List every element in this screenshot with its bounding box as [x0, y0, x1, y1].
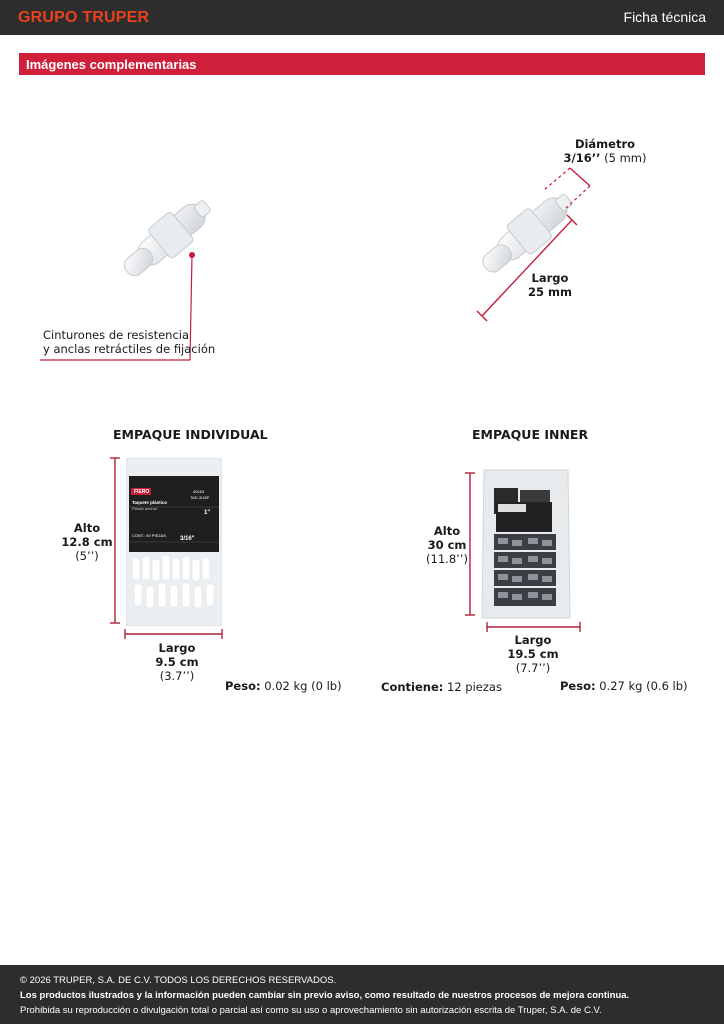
inner-contains-label: Contiene:	[381, 680, 444, 694]
footer	[0, 965, 724, 1024]
bag-name-en: Plastic anchor	[132, 506, 158, 511]
inner-package-image	[480, 468, 572, 620]
bag-name-es: Taquete plástico	[132, 500, 168, 505]
top-bar	[0, 0, 724, 35]
inner-height-in: (11.8’’)	[426, 552, 468, 566]
individual-height-in: (5’’)	[75, 549, 99, 563]
individual-height-label: Alto	[73, 521, 101, 535]
individual-length	[142, 641, 212, 683]
inner-contains	[381, 680, 502, 694]
individual-height	[52, 521, 122, 563]
inner-length	[498, 633, 568, 675]
diameter-label: Diámetro	[574, 137, 636, 151]
length-callout	[520, 271, 580, 299]
inner-length-value: 19.5 cm	[507, 647, 559, 661]
footer-notice: Los productos ilustrados y la información pueden cambiar sin previo aviso, como resultado de nuestros procesos de mejora continua.	[20, 990, 630, 1001]
bag-fraction: 3/16"	[180, 536, 195, 542]
section-header	[19, 53, 705, 75]
inner-height	[412, 524, 482, 566]
individual-length-value: 9.5 cm	[155, 655, 199, 669]
diameter-callout	[560, 137, 650, 165]
feature-line-2: y anclas retráctiles de fijación	[43, 342, 216, 356]
footer-legal: Prohibida su reproducción o divulgación total o parcial así como su uso o aprovechamiento sin autorización escrita de Truper, S.A. de C.V.	[20, 1005, 602, 1016]
individual-height-value: 12.8 cm	[61, 535, 113, 549]
bag-size: 1"	[204, 510, 211, 516]
inner-title: EMPAQUE INNER	[472, 427, 589, 442]
truper-logo: GRUPO TRUPER	[18, 9, 150, 26]
individual-title: EMPAQUE INDIVIDUAL	[113, 427, 268, 442]
individual-weight	[225, 679, 342, 693]
individual-length-in: (3.7’’)	[159, 669, 195, 683]
inner-contains-value: 12 piezas	[447, 680, 502, 694]
inner-length-in: (7.7’’)	[515, 661, 551, 675]
diameter-metric: (5 mm)	[604, 151, 647, 165]
bag-brand: FIERO	[134, 489, 150, 495]
bag-model: TAE-3/16P	[190, 495, 210, 500]
individual-package-image	[126, 458, 222, 626]
length-label: Largo	[531, 271, 569, 285]
individual-weight-value: 0.02 kg (0 lb)	[264, 679, 342, 693]
inner-height-value: 30 cm	[427, 538, 467, 552]
dimension-lines-product	[470, 160, 610, 325]
inner-weight	[560, 679, 688, 693]
feature-callout	[43, 328, 215, 356]
inner-weight-label: Peso:	[560, 679, 596, 693]
inner-weight-value: 0.27 kg (0.6 lb)	[599, 679, 688, 693]
length-value: 25 mm	[528, 285, 572, 299]
bag-code: 40163	[193, 489, 205, 494]
document-type: Ficha técnica	[623, 9, 706, 25]
bag-count: CONT.: 50 PIEZAS	[132, 533, 167, 538]
diameter-value: 3/16’’	[563, 151, 601, 165]
inner-height-label: Alto	[433, 524, 461, 538]
individual-length-label: Largo	[158, 641, 196, 655]
section-title: Imágenes complementarias	[26, 57, 197, 72]
feature-line-1: Cinturones de resistencia	[43, 328, 190, 342]
individual-weight-label: Peso:	[225, 679, 261, 693]
inner-length-label: Largo	[514, 633, 552, 647]
footer-copyright: © 2026 TRUPER, S.A. DE C.V. TODOS LOS DERECHOS RESERVADOS.	[20, 975, 337, 986]
